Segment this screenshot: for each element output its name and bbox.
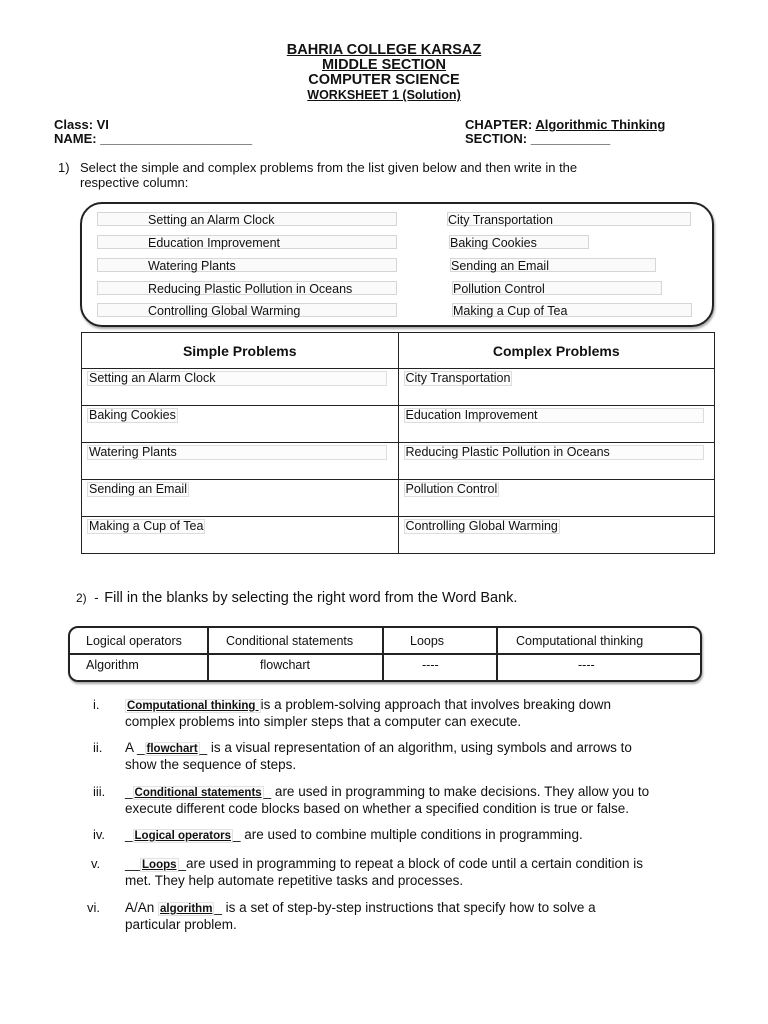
- word-bank-box: [68, 626, 702, 682]
- complex-answer: Reducing Plastic Pollution in Oceans: [404, 445, 704, 460]
- simple-problems-header: Simple Problems: [82, 333, 399, 369]
- fill-blank-item: [93, 784, 725, 816]
- question-2-dash: -: [94, 590, 99, 605]
- item-number: i.: [93, 697, 100, 712]
- item-answer: Computational thinking: [127, 700, 259, 712]
- simple-cell: [82, 443, 399, 480]
- word-bank-item: Loops: [410, 634, 445, 648]
- item-answer: algorithm: [160, 903, 213, 915]
- word-bank-item: flowchart: [260, 658, 311, 672]
- word-bank-item: Conditional statements: [226, 634, 354, 648]
- list-item: Controlling Global Warming: [97, 303, 397, 317]
- simple-cell: [82, 517, 399, 554]
- fill-blank-item: [93, 827, 725, 844]
- item-pre: A/An: [125, 900, 159, 915]
- list-item: Reducing Plastic Pollution in Oceans: [97, 281, 397, 295]
- complex-cell: [398, 480, 715, 517]
- table-row: [82, 443, 715, 480]
- simple-answer: Making a Cup of Tea: [89, 519, 204, 533]
- name-field: NAME: _____________________: [54, 131, 253, 146]
- question-1-text-line1: Select the simple and complex problems from the list given below and then write in the: [80, 160, 578, 175]
- item-text-line2: show the sequence of steps.: [125, 757, 297, 772]
- item-number: v.: [91, 856, 101, 871]
- complex-answer: Pollution Control: [405, 482, 498, 496]
- question-1: [58, 160, 718, 190]
- item-pre: _: [125, 827, 133, 842]
- list-item: Education Improvement: [97, 235, 397, 249]
- word-bank-item: ----: [422, 658, 439, 672]
- item-text: _ is a visual representation of an algorithm, using symbols and arrows to: [199, 740, 632, 755]
- item-number: iv.: [93, 827, 106, 842]
- divider: [70, 653, 700, 655]
- item-number: vi.: [87, 900, 100, 915]
- chapter-value: Algorithmic Thinking: [535, 117, 666, 132]
- word-bank-item: Algorithm: [86, 658, 139, 672]
- word-bank-item: ----: [578, 658, 595, 672]
- item-text: is a problem-solving approach that involves breaking down: [260, 697, 612, 712]
- simple-answer: Setting an Alarm Clock: [87, 371, 387, 386]
- table-row: [82, 517, 715, 554]
- item-number: iii.: [93, 784, 106, 799]
- table-row: [82, 480, 715, 517]
- question-1-number: 1): [58, 160, 70, 175]
- chapter-line: CHAPTER: Algorithmic Thinking: [465, 117, 666, 132]
- problem-classification-table: [81, 332, 715, 554]
- section-field: SECTION: ___________: [465, 131, 611, 146]
- simple-answer: Watering Plants: [87, 445, 387, 460]
- list-item: Pollution Control: [452, 281, 662, 295]
- item-text: _are used in programming to repeat a block of code until a certain condition is: [178, 856, 644, 871]
- fill-blank-item: [93, 740, 725, 772]
- list-item: Making a Cup of Tea: [452, 303, 692, 317]
- simple-cell: [82, 480, 399, 517]
- complex-cell: [398, 443, 715, 480]
- subject-title: COMPUTER SCIENCE: [308, 72, 460, 88]
- complex-problems-header: Complex Problems: [398, 333, 715, 369]
- simple-answer: Baking Cookies: [89, 408, 176, 422]
- complex-answer: City Transportation: [405, 371, 511, 385]
- question-1-text-line2: respective column:: [80, 175, 189, 190]
- table-row: [82, 369, 715, 406]
- list-item: Baking Cookies: [449, 235, 589, 249]
- question-2-number: 2): [76, 591, 87, 605]
- item-pre: __: [125, 856, 141, 871]
- item-text-line2: particular problem.: [125, 917, 237, 932]
- list-item: Setting an Alarm Clock: [97, 212, 397, 226]
- item-pre: _: [125, 784, 133, 799]
- item-answer: Logical operators: [134, 830, 232, 842]
- item-answer: Loops: [142, 859, 177, 871]
- item-answer: flowchart: [146, 743, 198, 755]
- item-number: ii.: [93, 740, 103, 755]
- fill-blank-item: [93, 697, 725, 729]
- class-label: Class: VI: [54, 117, 109, 132]
- question-2-title: Fill in the blanks by selecting the right word from the Word Bank.: [104, 590, 518, 606]
- item-text: _ is a set of step-by-step instructions that specify how to solve a: [214, 900, 596, 915]
- complex-cell: [398, 517, 715, 554]
- list-item: Sending an Email: [450, 258, 656, 272]
- item-answer: Conditional statements: [134, 787, 262, 799]
- item-text: _ are used to combine multiple conditions in programming.: [233, 827, 583, 842]
- word-bank-item: Computational thinking: [516, 634, 644, 648]
- word-bank-item: Logical operators: [86, 634, 182, 648]
- simple-cell: [82, 406, 399, 443]
- school-name: BAHRIA COLLEGE KARSAZ: [286, 42, 482, 58]
- item-text: _ are used in programming to make decisions. They allow you to: [263, 784, 650, 799]
- item-pre: A _: [125, 740, 145, 755]
- problem-list-box: [80, 202, 714, 327]
- complex-cell: [398, 406, 715, 443]
- list-item: City Transportation: [447, 212, 691, 226]
- chapter-label: CHAPTER: [465, 117, 528, 132]
- complex-cell: [398, 369, 715, 406]
- fill-blank-item: [87, 900, 725, 932]
- table-row: [82, 406, 715, 443]
- table-header-row: [82, 333, 715, 369]
- fill-blank-item: [91, 856, 725, 888]
- item-text-line2: met. They help automate repetitive tasks and processes.: [125, 873, 464, 888]
- simple-cell: [82, 369, 399, 406]
- complex-answer: Education Improvement: [404, 408, 704, 423]
- item-text-line2: complex problems into simpler steps that a computer can execute.: [125, 714, 522, 729]
- section-title: MIDDLE SECTION: [321, 57, 447, 73]
- complex-answer: Controlling Global Warming: [405, 519, 558, 533]
- question-2: [76, 590, 716, 606]
- item-text-line2: execute different code blocks based on whether a specified condition is true or false.: [125, 801, 630, 816]
- list-item: Watering Plants: [97, 258, 397, 272]
- worksheet-title: WORKSHEET 1 (Solution): [307, 88, 461, 102]
- simple-answer: Sending an Email: [89, 482, 187, 496]
